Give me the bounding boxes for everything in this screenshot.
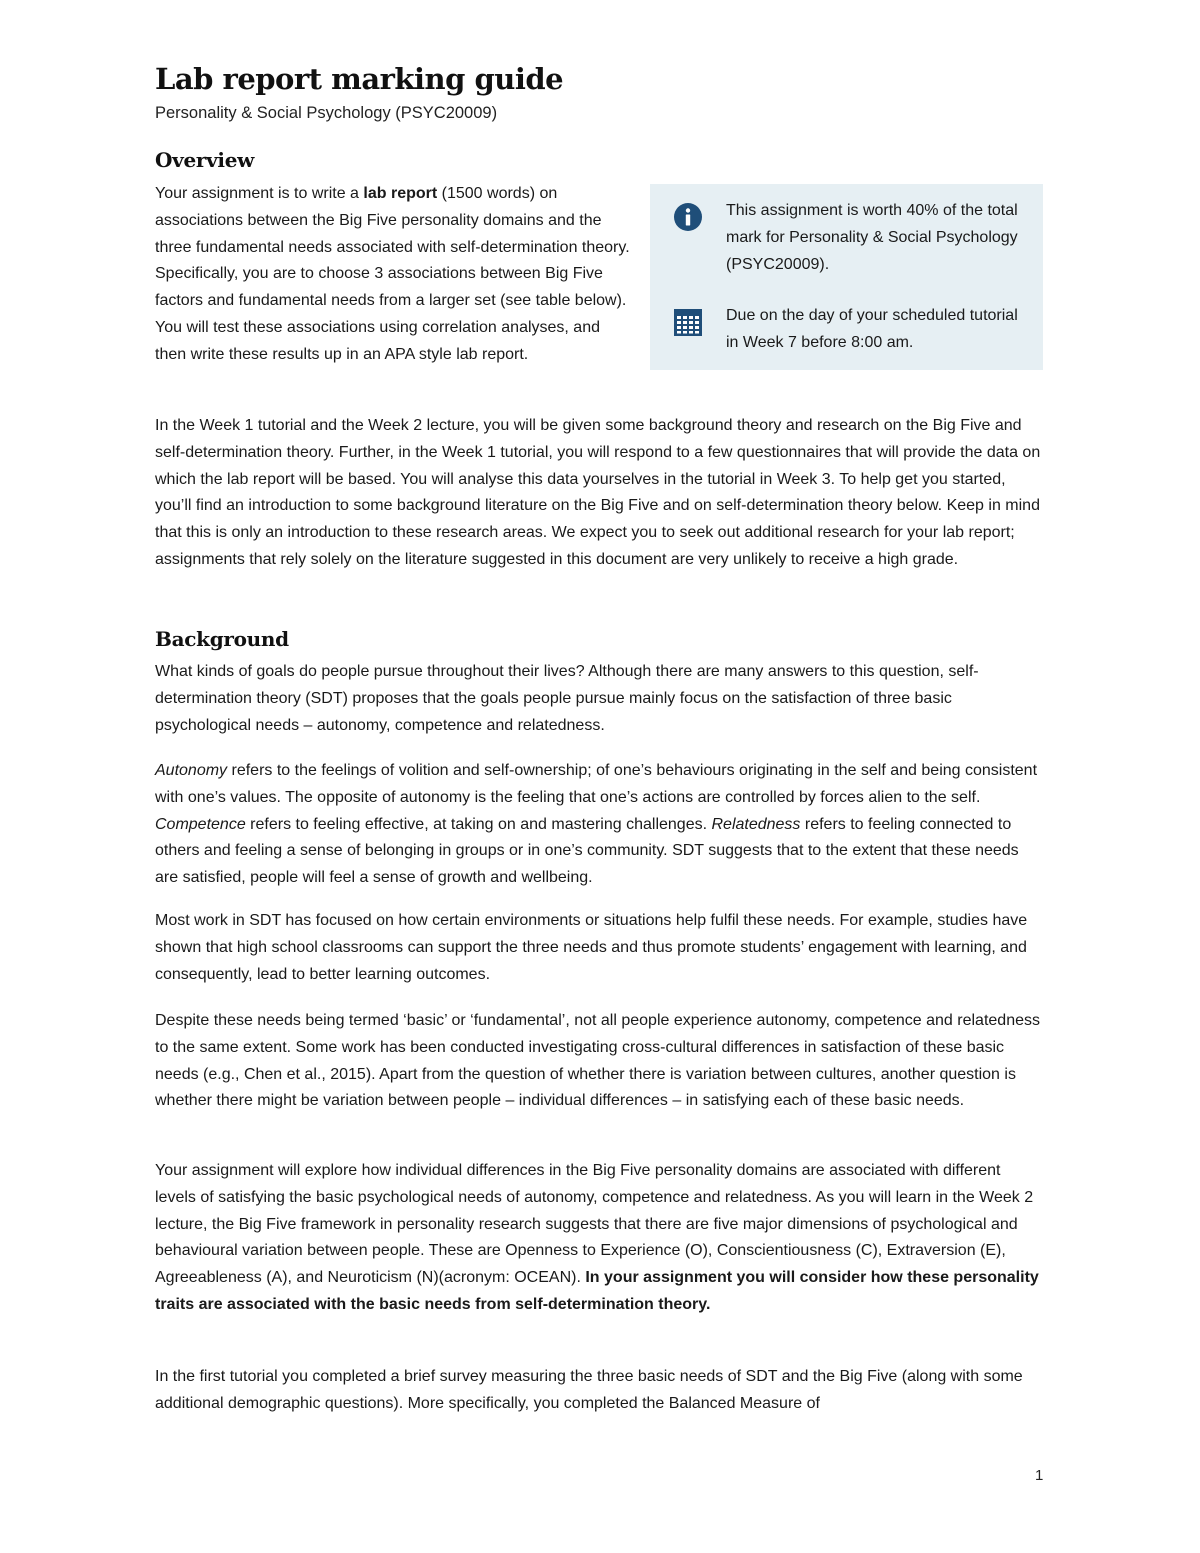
background-paragraph-6: In the first tutorial you completed a brief survey measuring the three basic needs of SDT and the Big Five (along with some additional demographic questions). More specifically, you completed the Balanced Measure of <box>155 1368 1023 1412</box>
overview-heading: Overview <box>155 148 255 172</box>
info-worth-text: This assignment is worth 40% of the total mark for Personality & Social Psychology (PSYC20009). <box>726 202 1018 273</box>
para5-bold-text: In your assignment you will consider how these personality traits are associated with the basic needs from self-determination theory. <box>155 1269 1039 1313</box>
intro-text-b: (1500 words) on associations between the Big Five personality domains and the three fundamental needs associated with self-determination theory. Specifically, you are to choose 3 associations between Big Five factors and fundamental needs from a larger set (see table below). You will test these associations using correlation analyses, and then write these results up in an APA style lab report. <box>155 185 630 363</box>
overview-intro-paragraph <box>155 181 633 369</box>
background-paragraph-4: Despite these needs being termed ‘basic’ or ‘fundamental’, not all people experience autonomy, competence and relatedness to the same extent. Some work has been conducted investigating cross-cultural differences in satisfaction of these basic needs (e.g., Chen et al., 2015). Apart from the question of whether there is variation between cultures, another question is whether there might be variation between people – individual differences – in satisfying each of these basic needs. <box>155 1012 1040 1110</box>
intro-text-a: Your assignment is to write a <box>155 185 364 202</box>
background-paragraph-5 <box>155 1158 1045 1319</box>
para5-text: Your assignment will explore how individual differences in the Big Five personality domains are associated with different levels of satisfying the basic psychological needs of autonomy, competence and relatedness. As you will learn in the Week 2 lecture, the Big Five framework in personality research suggests that there are five major dimensions of psychological and behavioural variation between people. These are Openness to Experience (O), Conscientiousness (C), Extraversion (E), Agreeableness (A), and Neuroticism (N)(acronym: OCEAN). <box>155 1162 1034 1287</box>
info-icon <box>673 202 703 232</box>
overview-paragraph-2: In the Week 1 tutorial and the Week 2 lecture, you will be given some background theory and research on the Big Five and self-determination theory. Further, in the Week 1 tutorial, you will respond to a few questionnaires that will provide the data on which the lab report will be based. You will analyse this data yourselves in the tutorial in Week 3. To help get you started, you’ll find an introduction to some background literature on the Big Five and on self-determination theory below. Keep in mind that this is only an introduction to these research areas. We expect you to seek out additional research for your lab report; assignments that rely solely on the literature suggested in this document are very unlikely to receive a high grade. <box>155 417 1041 568</box>
background-paragraph-3: Most work in SDT has focused on how certain environments or situations help fulfil these needs. For example, studies have shown that high school classrooms can support the three needs and thus promote students’ engagement with learning, and consequently, lead to better learning outcomes. <box>155 912 1028 983</box>
intro-bold-lab-report: lab report <box>363 185 438 202</box>
info-due-row <box>670 303 1025 357</box>
info-worth-row <box>670 198 1025 278</box>
assignment-info-box <box>650 184 1043 370</box>
background-paragraph-1: What kinds of goals do people pursue throughout their lives? Although there are many answers to this question, self-determination theory (SDT) proposes that the goals people pursue mainly focus on the satisfaction of three basic psychological needs – autonomy, competence and relatedness. <box>155 663 979 734</box>
para2-text-b: refers to feeling effective, at taking on and mastering challenges. <box>245 815 712 833</box>
background-heading: Background <box>155 627 289 651</box>
term-relatedness: Relatedness <box>711 815 801 833</box>
page-number: 1 <box>1035 1467 1044 1484</box>
term-competence: Competence <box>155 815 246 833</box>
calendar-icon <box>674 309 702 336</box>
page-title: Lab report marking guide <box>155 62 564 96</box>
info-due-text: Due on the day of your scheduled tutorial in Week 7 before 8:00 am. <box>726 307 1018 351</box>
background-paragraph-2 <box>155 758 1045 892</box>
para2-text-a: refers to the feelings of volition and self-ownership; of one’s behaviours originating in the self and being consistent with one’s values. The opposite of autonomy is the feeling that one’s actions are controlled by forces alien to the self. <box>155 762 1038 806</box>
para2-text-c: refers to feeling connected to others and feeling a sense of belonging in groups or in one’s community. SDT suggests that to the extent that these needs are satisfied, people will feel a sense of growth and wellbeing. <box>155 815 1019 887</box>
term-autonomy: Autonomy <box>155 762 228 779</box>
page-subtitle: Personality & Social Psychology (PSYC20009) <box>155 104 498 122</box>
